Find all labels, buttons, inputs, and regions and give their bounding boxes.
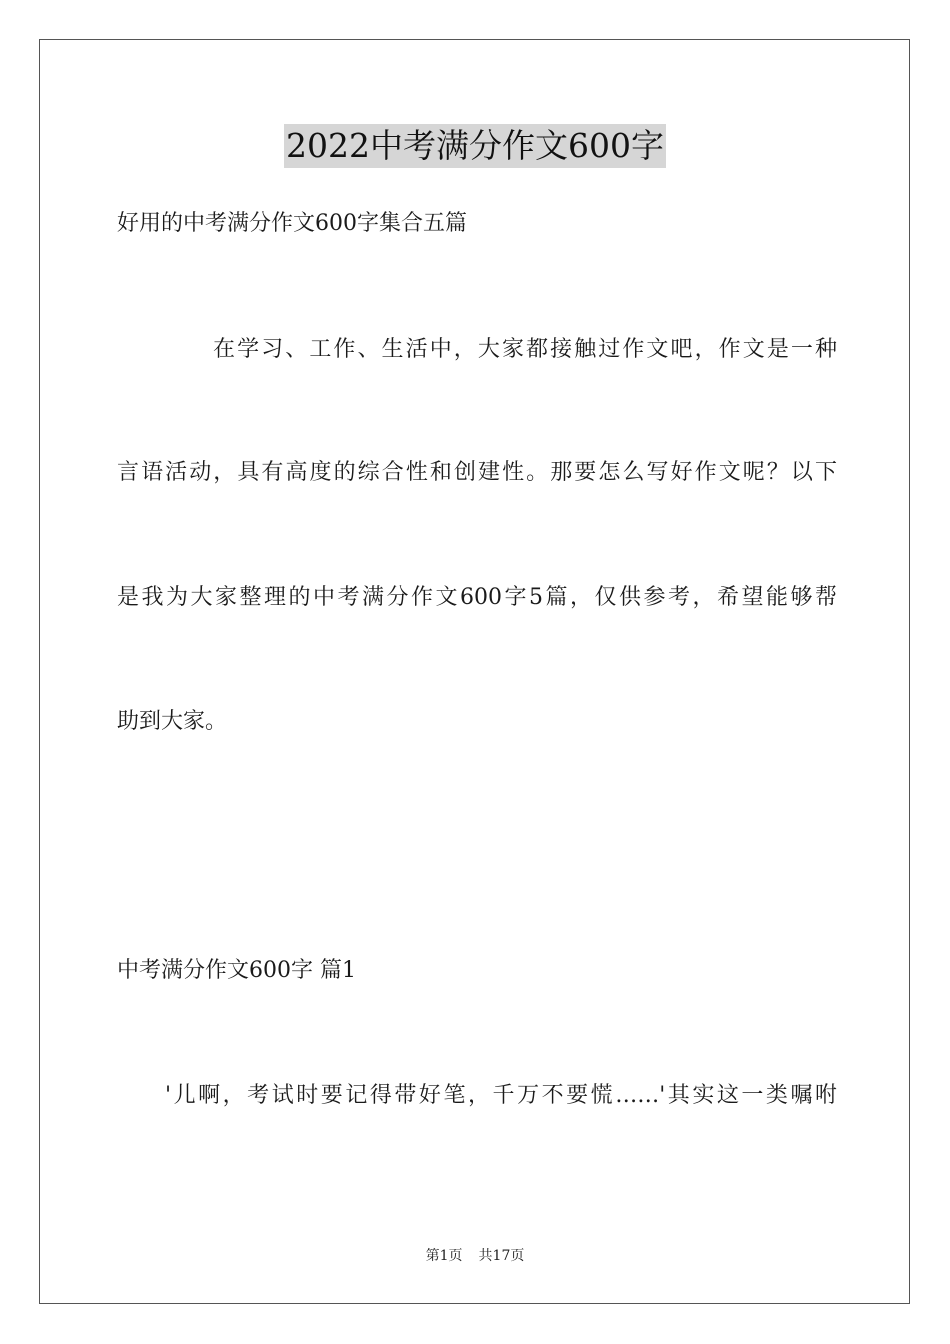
document-title: 2022中考满分作文600字 — [284, 124, 666, 168]
section-heading: 中考满分作文600字 篇1 — [117, 958, 356, 983]
intro-line-1: 在学习、工作、生活中，大家都接触过作文吧，作文是一种 — [213, 337, 837, 362]
intro-line-2: 言语活动，具有高度的综合性和创建性。那要怎么写好作文呢？以下 — [117, 460, 837, 485]
intro-line-4: 助到大家。 — [117, 709, 228, 734]
page-total: 共17页 — [478, 1248, 525, 1264]
title-container — [0, 124, 950, 168]
document-subtitle: 好用的中考满分作文600字集合五篇 — [117, 211, 467, 236]
page-footer — [0, 1246, 950, 1266]
section-line-1: '儿啊，考试时要记得带好笔，千万不要慌……'其实这一类嘱咐 — [165, 1083, 837, 1108]
intro-line-3: 是我为大家整理的中考满分作文600字5篇，仅供参考，希望能够帮 — [117, 585, 837, 610]
page-number: 第1页 — [425, 1248, 463, 1264]
